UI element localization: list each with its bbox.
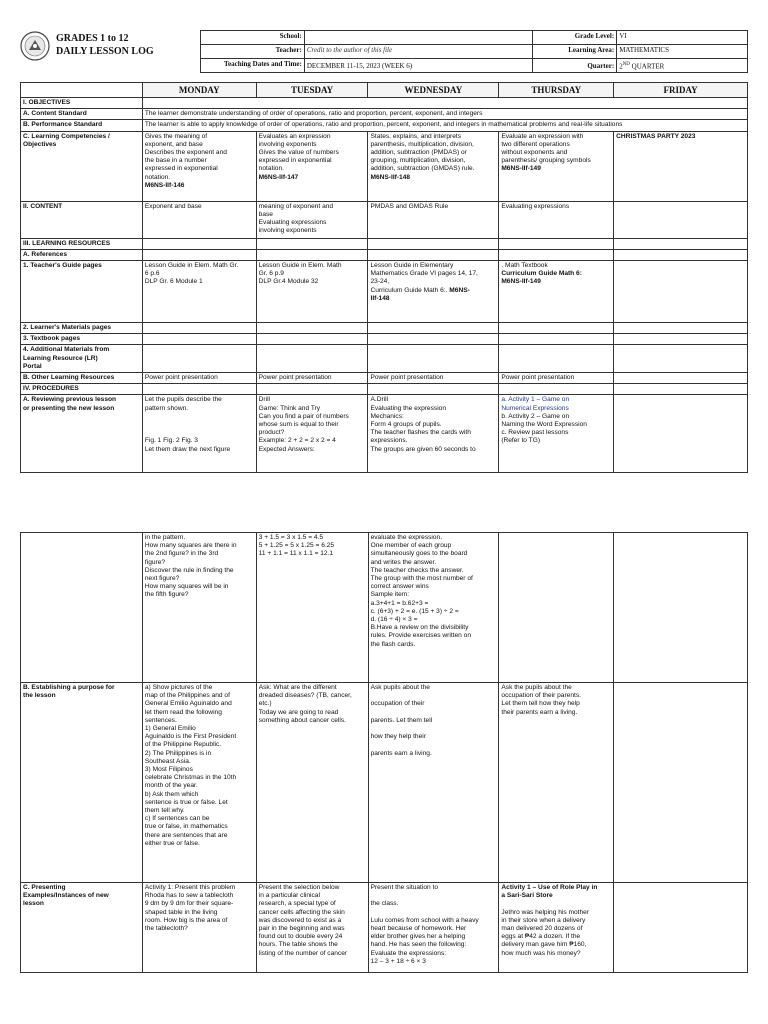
content-standard-text: The learner demonstrate understanding of order of operations, ratio and proportion, percent, exponent, and integers	[142, 109, 747, 120]
learning-area-label: Learning Area:	[533, 45, 617, 59]
reviewing-cont-monday: in the pattern. How many squares are there in the 2nd figure? in the 3rd figure? Discover the rule in finding the next figure? How many squares will be in the fifth figure?	[142, 533, 256, 683]
learners-materials-label: 2. Learner's Materials pages	[21, 323, 143, 334]
content-tuesday: meaning of exponent and base Evaluating expressions involving exponents	[256, 201, 368, 238]
quarter-value: 2ND QUARTER	[617, 59, 748, 73]
teaching-dates-label: Teaching Dates and Time:	[201, 59, 305, 73]
lesson-log-table-page2	[20, 532, 748, 973]
additional-materials-label: 4. Additional Materials from Learning Resource (LR) Portal	[21, 345, 143, 373]
school-value	[304, 31, 533, 45]
grade-level-label: Grade Level:	[533, 31, 617, 45]
performance-standard-text: The learner is able to apply knowledge of order of operations, ratio and proportion, percent, exponent, and integers in mathematical problems and real-life situations	[142, 120, 747, 131]
deped-seal-logo	[20, 31, 50, 61]
reviewing-cont-wednesday: evaluate the expression. One member of each group simultaneously goes to the board and writes the answer. The teacher checks the answer. The group with the most number of correct answer wins Sample item: a.3+4+1 = b.62+3 = c. (6+3) + 2 = e. (15 + 3) ÷ 2 = d. (16 ÷ 4) × 3 = B.Have a review on the divisibility rules. Provide exercises written on the flash cards.	[368, 533, 499, 683]
day-friday: FRIDAY	[614, 83, 748, 98]
teacher-value: Credit to the author of this file	[304, 45, 533, 59]
competencies-monday: Gives the meaning of exponent, and base Describes the exponent and the base in a number expressed in exponential notation. M6NS-IIf-146	[142, 131, 256, 201]
title-grades: GRADES 1 to 12	[56, 33, 129, 44]
header-info-table	[200, 30, 748, 73]
presenting-tuesday: Present the selection below in a particular clinical research, a special type of cancer cells affecting the skin was discovered to exist as a pair in the beginning and was found out to double every 24 hours. The table shows the listing of the number of cancer	[256, 883, 368, 973]
teaching-dates-value: DECEMBER 11-15, 2023 (WEEK 6)	[304, 59, 533, 73]
reviewing-label: A. Reviewing previous lesson or presenting the new lesson	[21, 395, 143, 473]
teachers-guide-monday: Lesson Guide in Elem. Math Gr. 6 p.6 DLP Gr. 6 Module 1	[142, 261, 256, 323]
other-resources-monday: Power point presentation	[142, 373, 256, 384]
presenting-wednesday: Present the situation to the class. Lulu comes from school with a heavy heart because of homework. Her elder brother gives her a helping hand. He has seen the following: Evaluate the expressions: 12 – 3 + 18 ÷ 6 × 3	[368, 883, 499, 973]
other-resources-thursday: Power point presentation	[499, 373, 614, 384]
title-daily-lesson-log: DAILY LESSON LOG	[56, 46, 154, 57]
performance-standard-label: B. Performance Standard	[21, 120, 143, 131]
teachers-guide-tuesday: Lesson Guide in Elem. Math Gr. 6 p.9 DLP Gr.4 Module 32	[256, 261, 368, 323]
competencies-wednesday: States, explains, and interprets parenthesis, multiplication, division, addition, subtraction (PMDAS) or grouping, multiplication, division, addition, subtraction (GMDAS) rule. M6NS-IIf-148	[368, 131, 499, 201]
day-wednesday: WEDNESDAY	[368, 83, 499, 98]
reviewing-monday: Let the pupils describe the pattern shown. Fig. 1 Fig. 2 Fig. 3 Let them draw the next figure	[142, 395, 256, 473]
section-content: II. CONTENT	[21, 201, 143, 238]
lesson-log-table-page1	[20, 82, 748, 473]
section-procedures: IV. PROCEDURES	[21, 384, 143, 395]
competencies-label: C. Learning Competencies / Objectives	[21, 131, 143, 201]
teachers-guide-label: 1. Teacher's Guide pages	[21, 261, 143, 323]
reviewing-wednesday: A.Drill Evaluating the expression Mechanics: Form 4 groups of pupils. The teacher flashes the cards with expressions. The groups are given 60 seconds to	[368, 395, 499, 473]
grade-level-value: VI	[617, 31, 748, 45]
other-resources-tuesday: Power point presentation	[256, 373, 368, 384]
reviewing-thursday: a. Activity 1 – Game on Numerical Expressions b. Activity 2 – Game on Naming the Word Expression c. Review past lessons (Refer to TG)	[499, 395, 614, 473]
corner-cell	[21, 83, 143, 98]
day-tuesday: TUESDAY	[256, 83, 368, 98]
purpose-tuesday: Ask: What are the different dreaded diseases? (TB, cancer, etc.) Today we are going to read something about cancer cells.	[256, 683, 368, 883]
textbook-pages-label: 3. Textbook pages	[21, 334, 143, 345]
competencies-friday: CHRISTMAS PARTY 2023	[614, 131, 748, 201]
section-learning-resources: III. LEARNING RESOURCES	[21, 238, 143, 249]
competencies-thursday: Evaluate an expression with two different operations without exponents and parenthesis/ grouping symbols M6NS-IIf-149	[499, 131, 614, 201]
presenting-label: C. Presenting Examples/Instances of new lesson	[21, 883, 143, 973]
purpose-monday: a) Show pictures of the map of the Philippines and of General Emilio Aguinaldo and let them read the following sentences. 1) General Emilio Aguinaldo is the First President of the Philippine Republic. 2) The Philippines is in Southeast Asia. 3) Most Filipinos celebrate Christmas in the 10th month of the year. b) Ask them which sentence is true or false. Let them tell why. c) If sentences can be true or false, in mathematics there are sentences that are either true or false.	[142, 683, 256, 883]
content-wednesday: PMDAS and GMDAS Rule	[368, 201, 499, 238]
other-resources-wednesday: Power point presentation	[368, 373, 499, 384]
teachers-guide-wednesday: Lesson Guide in Elementary Mathematics Grade VI pages 14, 17, 23-24, Curriculum Guide Math 6:. M6NS- IIf-148	[368, 261, 499, 323]
references-label: A. References	[21, 249, 143, 260]
competencies-tuesday: Evaluates an expression involving exponents Gives the value of numbers expressed in exponential notation. M6NS-IIf-147	[256, 131, 368, 201]
reviewing-cont-tuesday: 3 + 1.5 = 3 x 1.5 = 4.5 5 + 1.25 = 5 x 1.25 = 6.25 11 + 1.1 = 11 x 1.1 = 12.1	[256, 533, 368, 683]
other-resources-label: B. Other Learning Resources	[21, 373, 143, 384]
purpose-label: B. Establishing a purpose for the lesson	[21, 683, 143, 883]
day-thursday: THURSDAY	[499, 83, 614, 98]
learning-area-value: MATHEMATICS	[617, 45, 748, 59]
quarter-label: Quarter:	[533, 59, 617, 73]
day-monday: MONDAY	[142, 83, 256, 98]
presenting-thursday: Activity 1 – Use of Role Play in a Sari-Sari Store Jethro was helping his mother in their store when a delivery man delivered 20 dozens of eggs at ₱42 a dozen. If the delivery man gave him ₱160, how much was his money?	[499, 883, 614, 973]
teachers-guide-thursday: . Math Textbook Curriculum Guide Math 6: M6NS-IIf-149	[499, 261, 614, 323]
content-monday: Exponent and base	[142, 201, 256, 238]
school-label: School:	[201, 31, 305, 45]
section-objectives: I. OBJECTIVES	[21, 98, 143, 109]
purpose-wednesday: Ask pupils about the occupation of their parents. Let them tell how they help their parents earn a living.	[368, 683, 499, 883]
presenting-monday: Activity 1: Present this problem Rhoda has to sew a tablecloth 9 dm by 9 dm for their square- shaped table in the living room. How big is the area of the tablecloth?	[142, 883, 256, 973]
purpose-thursday: Ask the pupils about the occupation of their parents. Let them tell how they help their parents earn a living.	[499, 683, 614, 883]
content-thursday: Evaluating expressions	[499, 201, 614, 238]
reviewing-tuesday: Drill Game: Think and Try Can you find a pair of numbers whose sum is equal to their product? Example: 2 + 2 = 2 x 2 = 4 Expected Answers:	[256, 395, 368, 473]
content-standard-label: A. Content Standard	[21, 109, 143, 120]
teacher-label: Teacher:	[201, 45, 305, 59]
